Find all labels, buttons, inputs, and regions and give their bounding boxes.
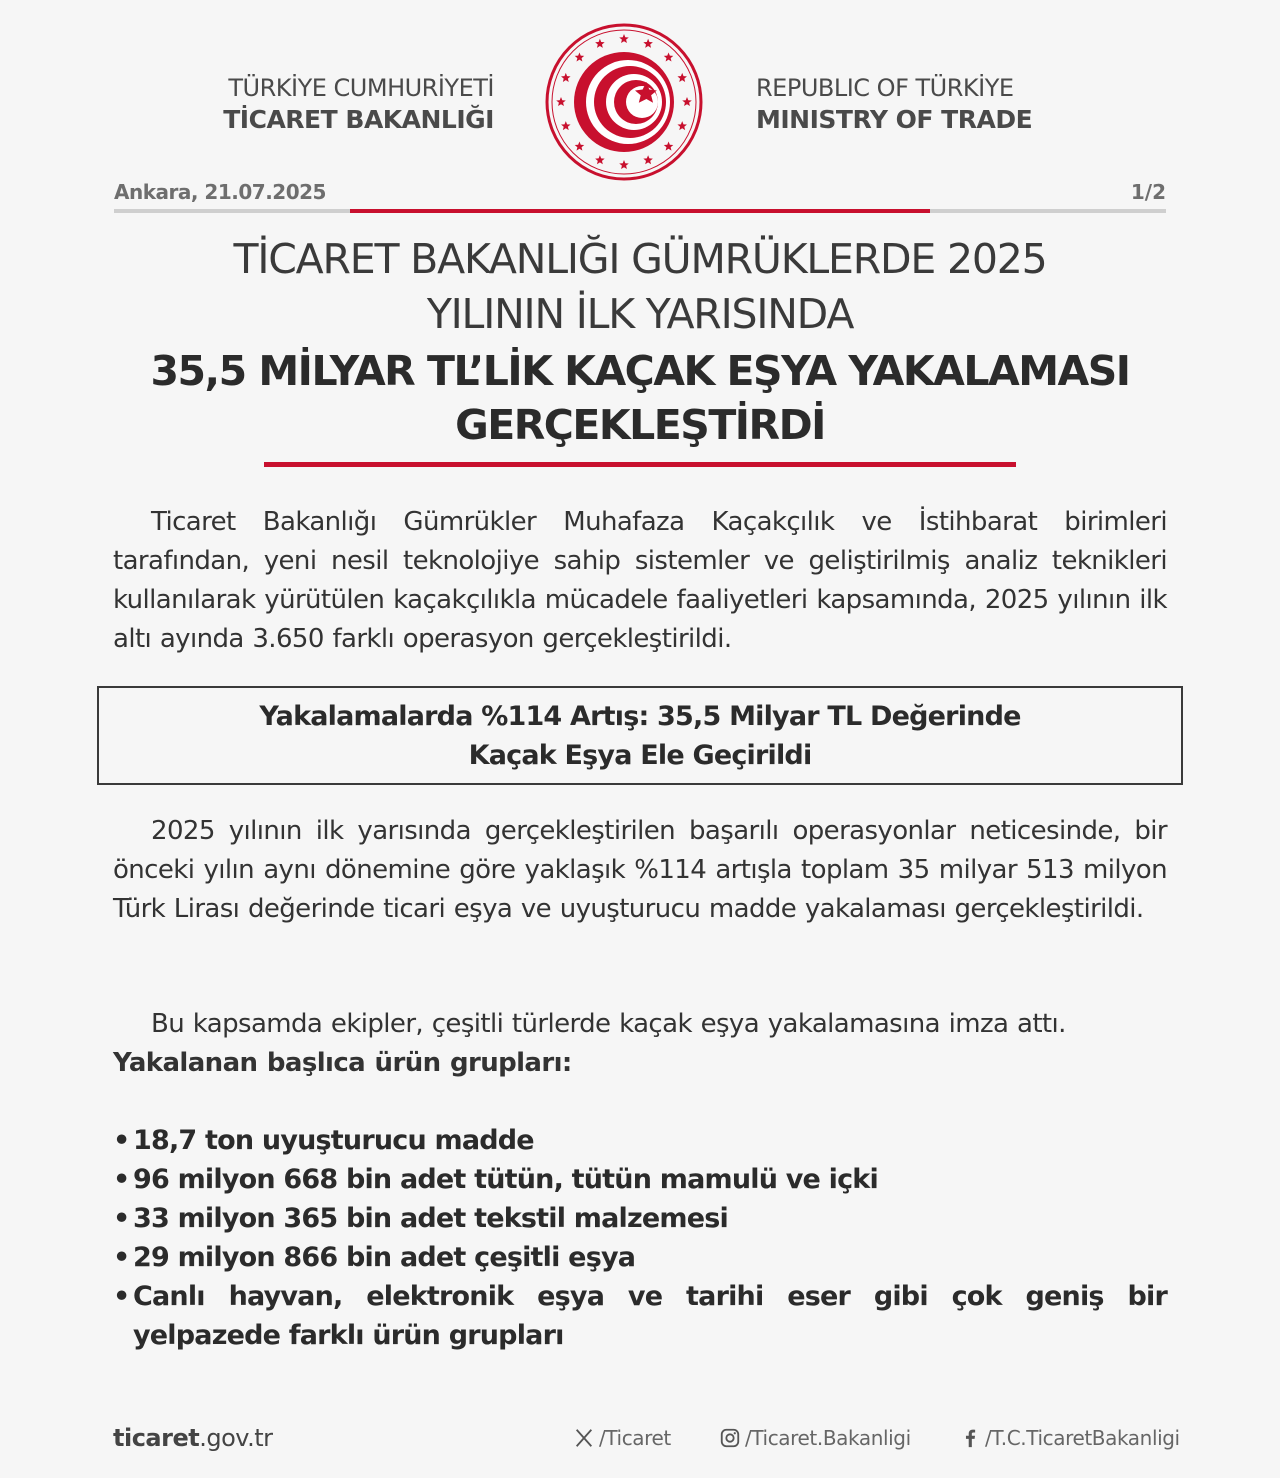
headline-line-2: YILININ İLK YARISINDA bbox=[426, 290, 854, 338]
ministry-name-en: MINISTRY OF TRADE bbox=[756, 105, 1033, 134]
ministry-seal-icon bbox=[544, 22, 704, 182]
seal-star bbox=[677, 121, 687, 130]
x-link[interactable] bbox=[573, 1426, 671, 1450]
country-name-en: REPUBLIC OF TÜRKİYE bbox=[756, 74, 1014, 102]
headline-underline bbox=[264, 462, 1016, 467]
highlight-line-1: Yakalamalarda %114 Artış: 35,5 Milyar TL Değerinde bbox=[259, 701, 1021, 732]
instagram-icon bbox=[719, 1427, 741, 1449]
meta-row bbox=[114, 178, 1166, 208]
product-groups-list bbox=[113, 1121, 1167, 1355]
letterhead-turkish bbox=[223, 72, 494, 136]
seal-star bbox=[643, 155, 653, 164]
list-item: • 96 milyon 668 bin adet tütün, tütün mamulü ve içki bbox=[113, 1160, 1167, 1199]
seal-star bbox=[595, 155, 605, 164]
x-handle: /Ticaret bbox=[599, 1426, 671, 1450]
seal-star bbox=[575, 142, 585, 151]
page-number: 1/2 bbox=[1130, 180, 1166, 204]
paragraph-results bbox=[113, 812, 1167, 929]
highlight-box bbox=[97, 686, 1183, 785]
list-item: • Canlı hayvan, elektronik eşya ve tarihi eser gibi çok geniş bir yelpazede farklı ürün grupları bbox=[113, 1277, 1167, 1355]
x-icon bbox=[573, 1427, 595, 1449]
header-divider-accent bbox=[350, 209, 930, 213]
seal-star bbox=[682, 97, 692, 106]
bullet-icon: • bbox=[113, 1164, 130, 1195]
seal-star bbox=[575, 52, 585, 61]
headline bbox=[60, 232, 1220, 450]
product-groups-heading: Yakalanan başlıca ürün grupları: bbox=[113, 1048, 572, 1078]
seal-star bbox=[677, 73, 687, 82]
instagram-link[interactable] bbox=[719, 1426, 911, 1450]
list-item: • 33 milyon 365 bin adet tekstil malzemesi bbox=[113, 1199, 1167, 1238]
bullet-icon: • bbox=[113, 1203, 130, 1234]
seal-star bbox=[595, 39, 605, 48]
seal-star bbox=[643, 39, 653, 48]
list-item: • 18,7 ton uyuşturucu madde bbox=[113, 1121, 1167, 1160]
bullet-icon: • bbox=[113, 1125, 130, 1156]
seal-star bbox=[561, 73, 571, 82]
paragraph-results-text: 2025 yılının ilk yarısında gerçekleştirilen başarılı operasyonlar neticesinde, bir önceki yılın aynı dönemine göre yaklaşık %114 artışla toplam 35 milyar 513 milyon Türk Lirası değerinde ticari eşya ve uyuşturucu madde yakalaması gerçekleştirildi. bbox=[113, 816, 1167, 924]
letterhead bbox=[0, 0, 1280, 180]
instagram-handle: /Ticaret.Bakanligi bbox=[745, 1426, 911, 1450]
paragraph-scope-text: Bu kapsamda ekipler, çeşitli türlerde kaçak eşya yakalamasına imza attı. bbox=[151, 1009, 1066, 1039]
seal-star bbox=[619, 34, 629, 43]
paragraph-intro bbox=[113, 503, 1167, 659]
document-date: Ankara, 21.07.2025 bbox=[114, 180, 326, 204]
seal-star bbox=[664, 52, 674, 61]
headline-line-3: 35,5 MİLYAR TL’LİK KAÇAK EŞYA YAKALAMASI bbox=[150, 347, 1130, 395]
paragraph-intro-text: Ticaret Bakanlığı Gümrükler Muhafaza Kaçakçılık ve İstihbarat birimleri tarafından, yeni nesil teknolojiye sahip sistemler ve geliştirilmiş analiz teknikleri kullanılarak yürütülen kaçakçılıkla mücadele faaliyetleri kapsamında, 2025 yılının ilk altı ayında 3.650 farklı operasyon gerçekleştirildi. bbox=[113, 507, 1167, 654]
highlight-line-2: Kaçak Eşya Ele Geçirildi bbox=[468, 740, 812, 771]
bullet-icon: • bbox=[113, 1281, 130, 1312]
seal-star bbox=[556, 97, 566, 106]
paragraph-scope bbox=[113, 1005, 1167, 1083]
seal-star bbox=[561, 121, 571, 130]
website-link[interactable]: ticaret.gov.tr bbox=[113, 1424, 273, 1452]
ministry-name-tr: TİCARET BAKANLIĞI bbox=[223, 105, 494, 134]
bullet-icon: • bbox=[113, 1242, 130, 1273]
headline-line-1: TİCARET BAKANLIĞI GÜMRÜKLERDE 2025 bbox=[233, 235, 1047, 283]
country-name-tr: TÜRKİYE CUMHURİYETİ bbox=[228, 74, 494, 102]
facebook-icon bbox=[959, 1427, 981, 1449]
letterhead-english bbox=[756, 72, 1032, 136]
list-item: • 29 milyon 866 bin adet çeşitli eşya bbox=[113, 1238, 1167, 1277]
seal-star bbox=[664, 142, 674, 151]
seal-star bbox=[619, 160, 629, 169]
headline-line-4: GERÇEKLEŞTİRDİ bbox=[455, 401, 825, 449]
footer bbox=[113, 1418, 1180, 1458]
facebook-handle: /T.C.TicaretBakanligi bbox=[985, 1426, 1180, 1450]
facebook-link[interactable] bbox=[959, 1426, 1180, 1450]
